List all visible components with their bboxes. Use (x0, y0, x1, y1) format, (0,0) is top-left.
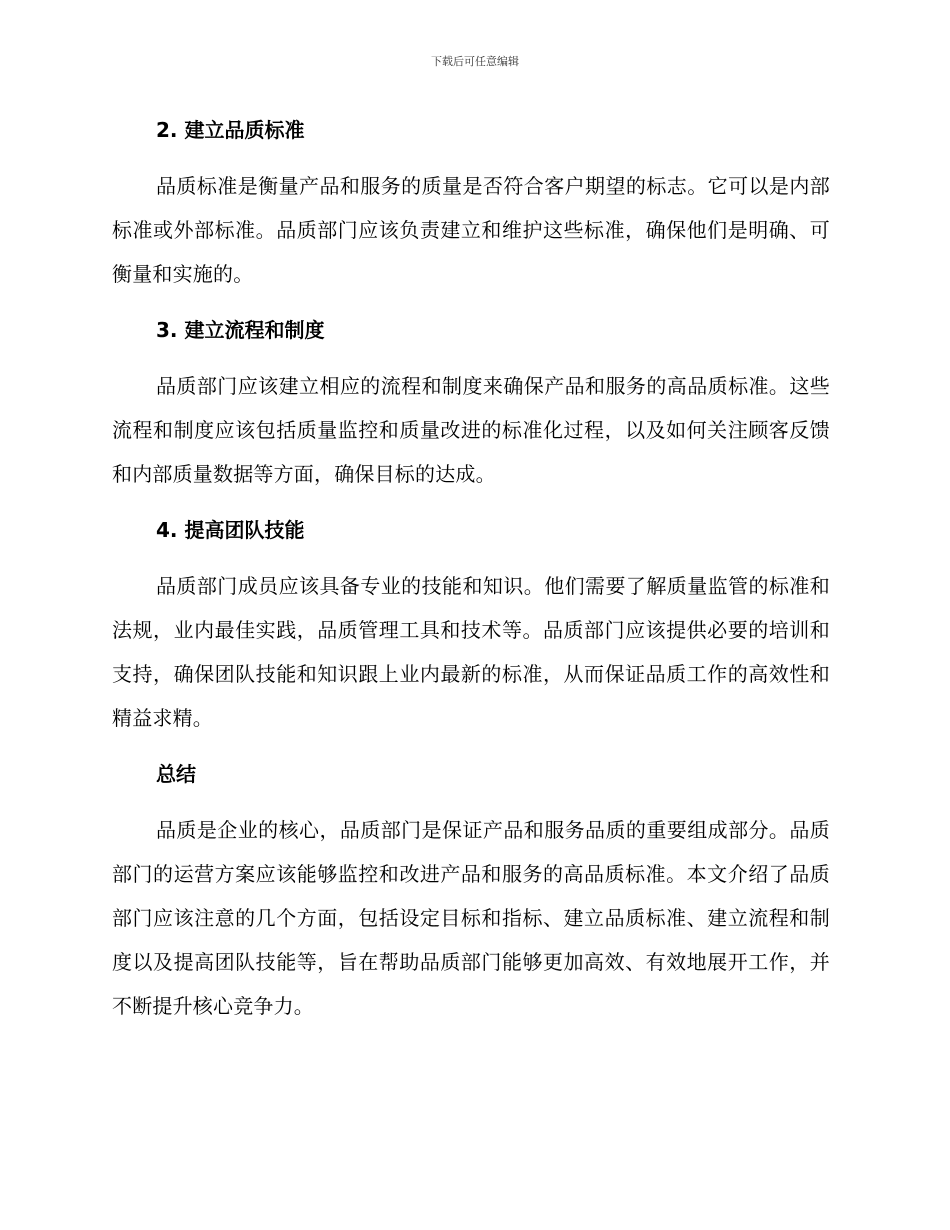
section-paragraph: 品质标准是衡量产品和服务的质量是否符合客户期望的标志。它可以是内部标准或外部标准。品质部门应该负责建立和维护这些标准，确保他们是明确、可衡量和实施的。 (112, 174, 830, 286)
section-heading: 4. 提高团队技能 (156, 518, 305, 542)
section-paragraph: 品质部门成员应该具备专业的技能和知识。他们需要了解质量监管的标准和法规，业内最佳实践，品质管理工具和技术等。品质部门应该提供必要的培训和支持，确保团队技能和知识跟上业内最新的标准，从而保证品质工作的高效性和精益求精。 (112, 574, 830, 730)
section-team-skills (112, 508, 830, 740)
section-paragraph: 品质部门应该建立相应的流程和制度来确保产品和服务的高品质标准。这些流程和制度应该包括质量监控和质量改进的标准化过程，以及如何关注顾客反馈和内部质量数据等方面，确保目标的达成。 (112, 374, 830, 486)
section-heading: 2. 建立品质标准 (156, 118, 305, 142)
section-summary (112, 752, 830, 1028)
section-paragraph: 品质是企业的核心，品质部门是保证产品和服务品质的重要组成部分。品质部门的运营方案应该能够监控和改进产品和服务的高品质标准。本文介绍了品质部门应该注意的几个方面，包括设定目标和指标、建立品质标准、建立流程和制度以及提高团队技能等，旨在帮助品质部门能够更加高效、有效地展开工作，并不断提升核心竞争力。 (112, 818, 830, 1018)
running-header: 下载后可任意编辑 (431, 55, 519, 68)
document-body (112, 108, 830, 1040)
section-heading: 3. 建立流程和制度 (156, 318, 325, 342)
section-heading: 总结 (156, 762, 196, 786)
section-quality-standards (112, 108, 830, 296)
section-processes-and-systems (112, 308, 830, 496)
